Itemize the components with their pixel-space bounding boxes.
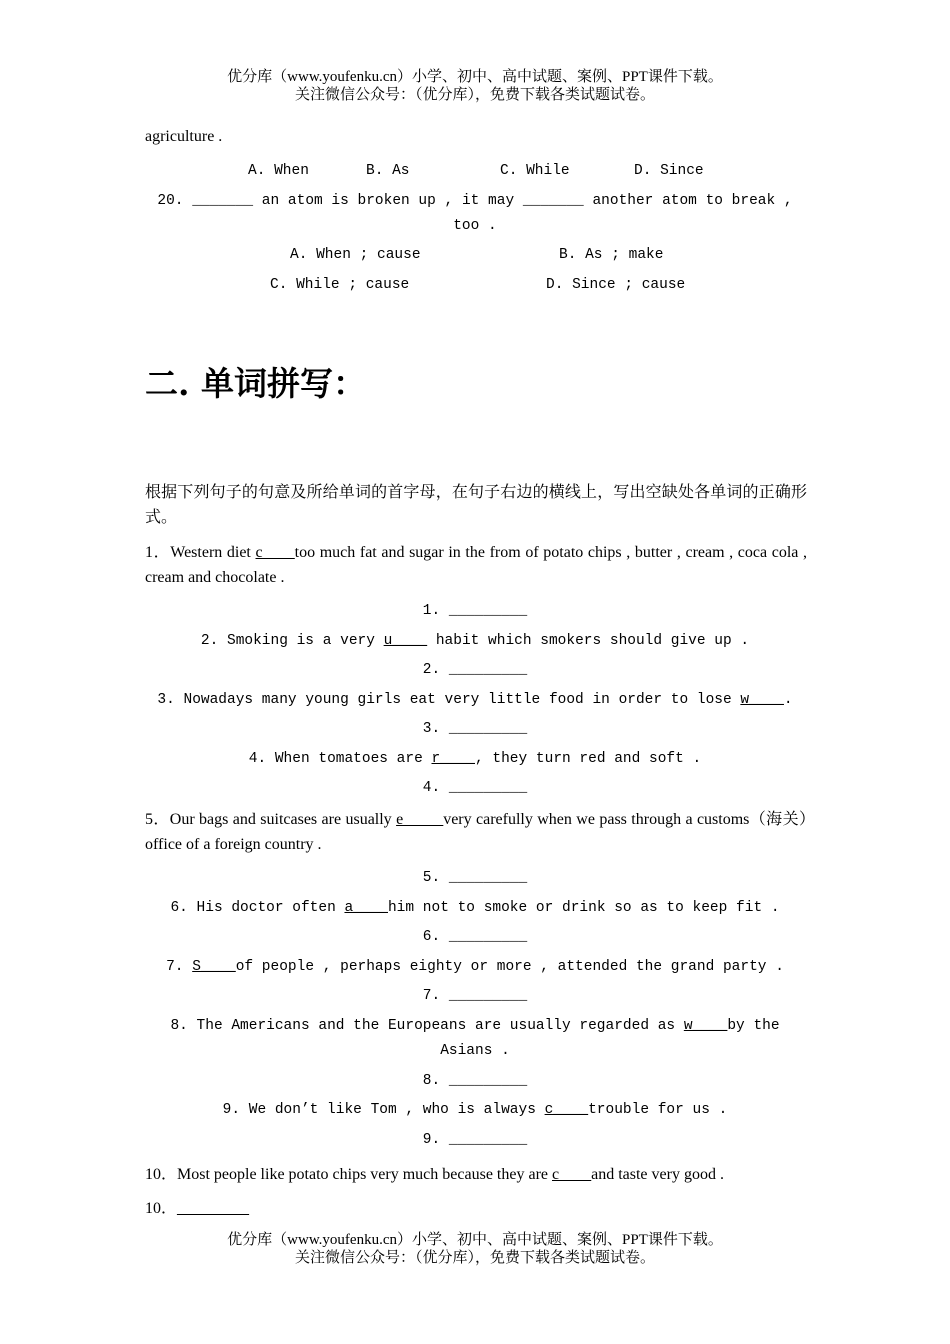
item-10-blank: c____ [552,1166,592,1183]
q19-option-b: B. As [366,163,410,179]
q19-tail: agriculture . [145,128,223,145]
item-5-blank: e_____ [396,811,444,828]
item-6-sentence: 6. His doctor often a____him not to smoke or drink so as to keep fit . [170,900,780,916]
item-2-answer-line: 2. _________ [422,662,528,678]
item-1-sentence: 1．Western diet c____too much fat and sugar in the from of potato chips , butter , cream , coca cola , cream and chocolate . [145,544,807,586]
item-1-blank: c____ [255,544,295,561]
item-9-sentence: 9. We don’t like Tom , who is always c____trouble for us . [222,1102,728,1118]
page-footer-line2: 关注微信公众号：（优分库），免费下载各类试题试卷。 [294,1250,655,1266]
item-3-blank: w____ [740,692,784,708]
item-8-sentence-cont: Asians . [440,1043,510,1059]
item-3-answer-line: 3. _________ [422,721,528,737]
item-8-blank: w____ [683,1018,728,1034]
item-2-sentence: 2. Smoking is a very u____ habit which smokers should give up . [200,633,750,649]
item-7-sentence: 7. S____of people , perhaps eighty or more , attended the grand party . [166,959,784,975]
q19-option-c: C. While [500,163,570,179]
item-4-blank: r____ [431,751,475,767]
item-2-blank: u____ [383,633,428,649]
item-5-sentence: 5．Our bags and suitcases are usually e_____very carefully when we pass through a customs（海关）office of a foreign country . [145,811,807,853]
q20-option-c: C. While ; cause [270,277,410,293]
item-7-answer-line: 7. _________ [422,988,528,1004]
item-8-answer-line: 8. _________ [422,1073,528,1089]
q20-option-b: B. As ; make [559,247,664,263]
section-instruction: 根据下列句子的句意及所给单词的首字母，在句子右边的横线上，写出空缺处各单词的正确形式。 [145,484,807,526]
q20-option-a: A. When ; cause [290,247,421,263]
page-footer-line1: 优分库（www.youfenku.cn）小学、初中、高中试题、案例、PPT课件下载。 [227,1232,723,1248]
item-10-sentence: 10．Most people like potato chips very much because they are c____and taste very good . [145,1166,724,1183]
item-9-answer-line: 9. _________ [422,1132,528,1148]
item-9-blank: c____ [544,1102,589,1118]
section-title: 二. 单词拼写： [145,364,366,403]
q20-option-d: D. Since ; cause [546,277,686,293]
item-3-sentence: 3. Nowadays many young girls eat very little food in order to lose w____. [157,692,793,708]
q19-option-a: A. When [248,163,309,179]
q19-option-d: D. Since [634,163,704,179]
item-5-answer-line: 5. _________ [422,870,528,886]
q20-stem-cont: too . [453,218,497,234]
item-6-answer-line: 6. _________ [422,929,528,945]
page-header-line2: 关注微信公众号：（优分库），免费下载各类试题试卷。 [294,87,655,103]
item-6-blank: a____ [344,900,388,916]
item-4-sentence: 4. When tomatoes are r____, they turn red and soft . [248,751,702,767]
page-header-line1: 优分库（www.youfenku.cn）小学、初中、高中试题、案例、PPT课件下载。 [227,69,723,85]
q20-stem: 20. _______ an atom is broken up , it may _______ another atom to break , [157,193,793,209]
item-7-blank: S____ [192,959,236,975]
item-8-sentence: 8. The Americans and the Europeans are usually regarded as w____by the [170,1018,780,1034]
item-1-answer-line: 1. _________ [422,603,528,619]
item-4-answer-line: 4. _________ [422,780,528,796]
item-10-answer-line: 10．_________ [145,1200,250,1217]
